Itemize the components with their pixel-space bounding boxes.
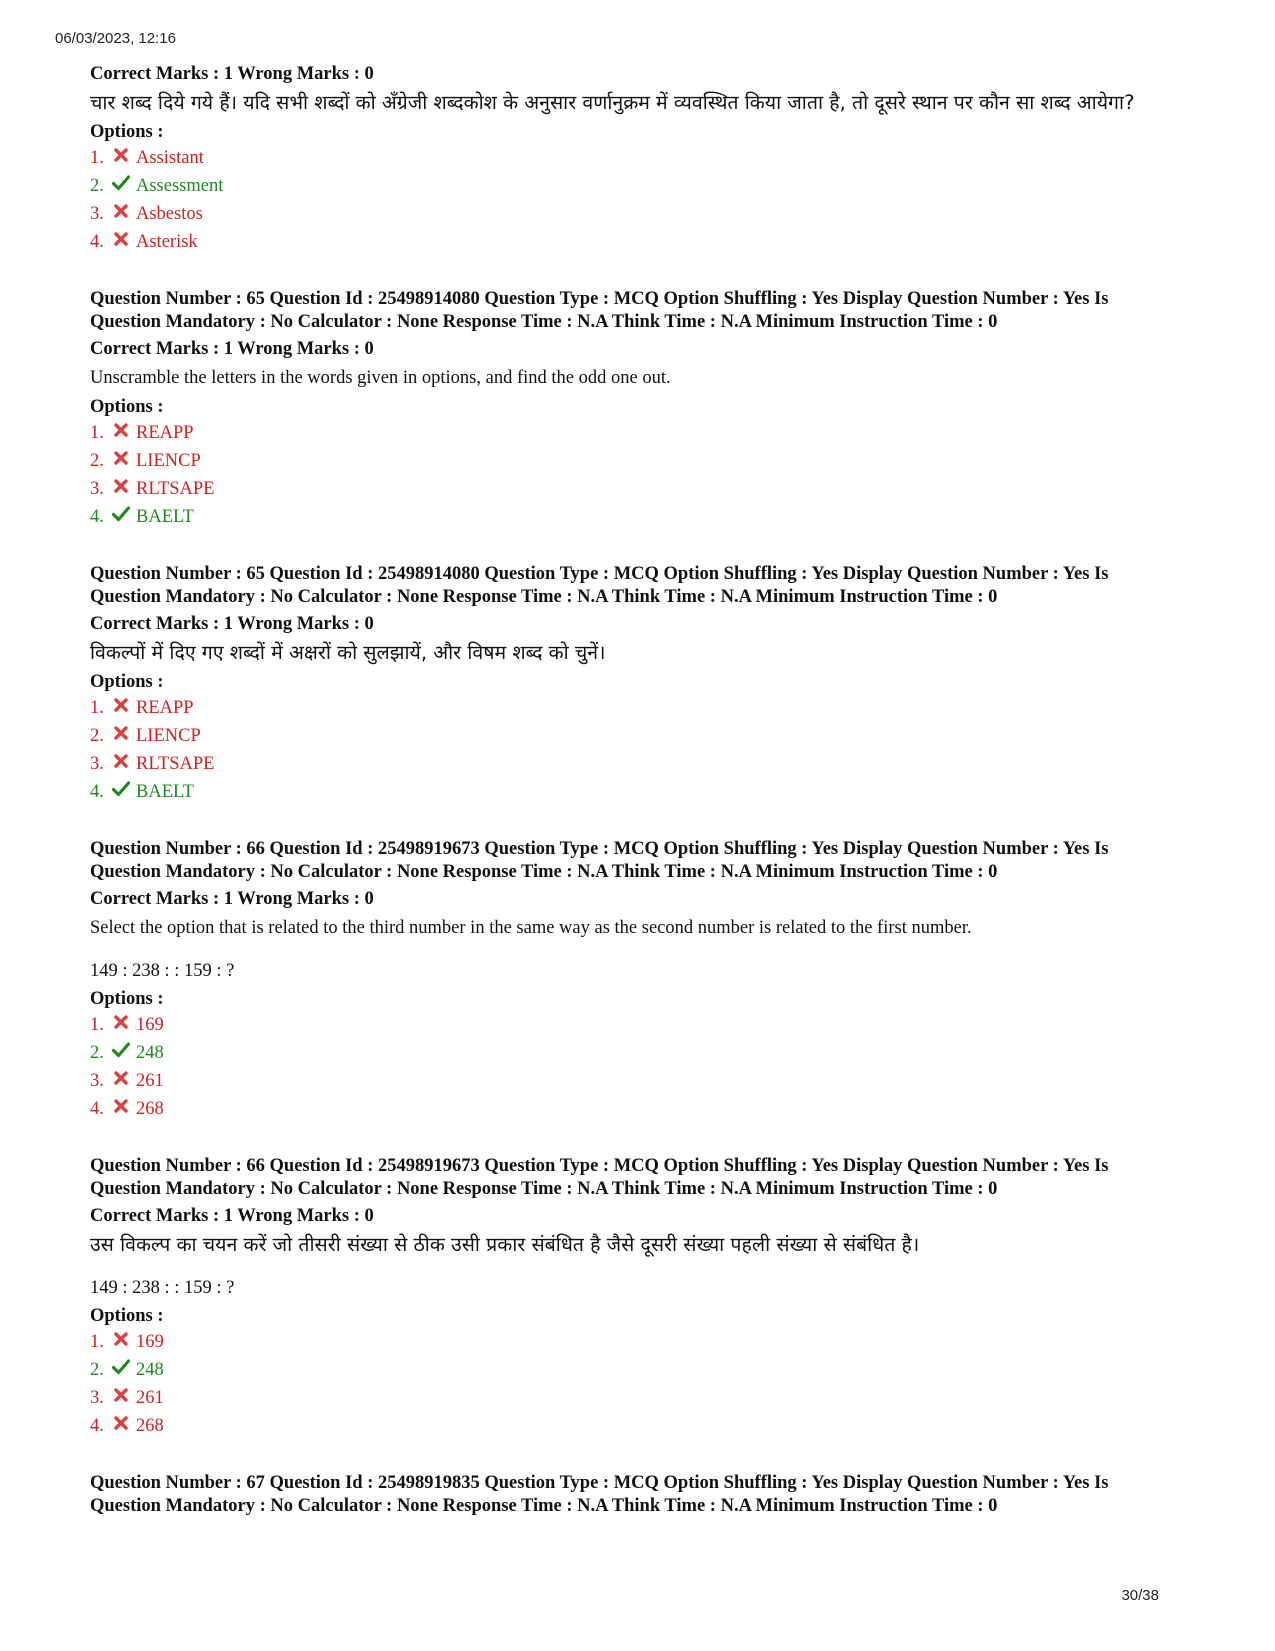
option-number: 2. xyxy=(90,176,104,196)
option-number: 1. xyxy=(90,698,104,718)
cross-icon xyxy=(112,1385,130,1403)
option-text: 169 xyxy=(136,1015,164,1035)
question-block xyxy=(90,838,1200,1123)
option-item xyxy=(90,172,1200,200)
option-text: 261 xyxy=(136,1071,164,1091)
option-item xyxy=(90,1095,1200,1123)
option-text: Asterisk xyxy=(136,232,198,252)
option-item xyxy=(90,1328,1200,1356)
question-meta-line: Question Number : 67 Question Id : 25498919835 Question Type : MCQ Option Shuffling : Yes Display Question Number : Yes Is xyxy=(90,1473,1109,1493)
option-text: REAPP xyxy=(136,698,194,718)
option-item xyxy=(90,722,1200,750)
marks-line: Correct Marks : 1 Wrong Marks : 0 xyxy=(90,64,374,84)
option-number: 3. xyxy=(90,479,104,499)
option-item xyxy=(90,778,1200,806)
question-meta-line: Question Number : 66 Question Id : 25498919673 Question Type : MCQ Option Shuffling : Yes Display Question Number : Yes Is xyxy=(90,1156,1109,1176)
option-text: 169 xyxy=(136,1332,164,1352)
option-text: 268 xyxy=(136,1099,164,1119)
option-item xyxy=(90,1384,1200,1412)
option-text: 261 xyxy=(136,1388,164,1408)
question-text: Unscramble the letters in the words given in options, and find the odd one out. xyxy=(90,368,671,388)
question-list xyxy=(90,63,1200,1550)
option-number: 4. xyxy=(90,507,104,527)
cross-icon xyxy=(112,229,130,247)
marks-line: Correct Marks : 1 Wrong Marks : 0 xyxy=(90,1206,374,1226)
option-text: REAPP xyxy=(136,423,194,443)
option-number: 2. xyxy=(90,1043,104,1063)
option-item xyxy=(90,1039,1200,1067)
check-icon xyxy=(112,1357,130,1375)
option-number: 2. xyxy=(90,451,104,471)
option-item xyxy=(90,1356,1200,1384)
option-number: 2. xyxy=(90,726,104,746)
options-heading: Options : xyxy=(90,1306,164,1326)
option-text: 268 xyxy=(136,1416,164,1436)
question-meta-line: Question Mandatory : No Calculator : None Response Time : N.A Think Time : N.A Minimum Instruction Time : 0 xyxy=(90,587,998,607)
option-text: LIENCP xyxy=(136,451,201,471)
question-block xyxy=(90,1155,1200,1440)
question-text: उस विकल्प का चयन करें जो तीसरी संख्या से ठीक उसी प्रकार संबंधित है जैसे दूसरी संख्या पहली संख्या से संबंधित है। xyxy=(90,1233,920,1256)
question-text: विकल्पों में दिए गए शब्दों में अक्षरों को सुलझायें, और विषम शब्द को चुनें। xyxy=(90,641,606,664)
cross-icon xyxy=(112,1329,130,1347)
question-extra: 149 : 238 : : 159 : ? xyxy=(90,1278,235,1298)
option-item xyxy=(90,1011,1200,1039)
option-text: Assistant xyxy=(136,148,204,168)
question-block xyxy=(90,563,1200,806)
question-meta-line: Question Number : 65 Question Id : 25498914080 Question Type : MCQ Option Shuffling : Yes Display Question Number : Yes Is xyxy=(90,564,1109,584)
cross-icon xyxy=(112,145,130,163)
option-item xyxy=(90,750,1200,778)
option-item xyxy=(90,419,1200,447)
page-timestamp: 06/03/2023, 12:16 xyxy=(55,30,176,47)
question-meta-line: Question Mandatory : No Calculator : None Response Time : N.A Think Time : N.A Minimum Instruction Time : 0 xyxy=(90,1496,998,1516)
check-icon xyxy=(112,1040,130,1058)
option-number: 1. xyxy=(90,1015,104,1035)
options-heading: Options : xyxy=(90,122,164,142)
option-number: 1. xyxy=(90,148,104,168)
option-text: LIENCP xyxy=(136,726,201,746)
cross-icon xyxy=(112,448,130,466)
question-text: Select the option that is related to the third number in the same way as the second number is related to the first number. xyxy=(90,918,972,938)
question-block xyxy=(90,63,1200,256)
check-icon xyxy=(112,173,130,191)
question-block xyxy=(90,288,1200,531)
option-number: 3. xyxy=(90,1388,104,1408)
option-number: 4. xyxy=(90,782,104,802)
options-heading: Options : xyxy=(90,397,164,417)
option-text: 248 xyxy=(136,1043,164,1063)
option-item xyxy=(90,694,1200,722)
option-number: 1. xyxy=(90,1332,104,1352)
question-meta-line: Question Mandatory : No Calculator : None Response Time : N.A Think Time : N.A Minimum Instruction Time : 0 xyxy=(90,1179,998,1199)
option-text: RLTSAPE xyxy=(136,754,215,774)
option-number: 3. xyxy=(90,204,104,224)
option-text: Assessment xyxy=(136,176,224,196)
check-icon xyxy=(112,504,130,522)
option-number: 1. xyxy=(90,423,104,443)
option-item xyxy=(90,200,1200,228)
option-number: 4. xyxy=(90,1416,104,1436)
cross-icon xyxy=(112,1068,130,1086)
cross-icon xyxy=(112,476,130,494)
marks-line: Correct Marks : 1 Wrong Marks : 0 xyxy=(90,339,374,359)
option-text: BAELT xyxy=(136,782,194,802)
option-text: RLTSAPE xyxy=(136,479,215,499)
option-number: 2. xyxy=(90,1360,104,1380)
marks-line: Correct Marks : 1 Wrong Marks : 0 xyxy=(90,889,374,909)
option-item xyxy=(90,144,1200,172)
question-block xyxy=(90,1472,1200,1518)
option-item xyxy=(90,1412,1200,1440)
options-heading: Options : xyxy=(90,672,164,692)
check-icon xyxy=(112,779,130,797)
cross-icon xyxy=(112,751,130,769)
cross-icon xyxy=(112,695,130,713)
question-meta-line: Question Number : 65 Question Id : 25498914080 Question Type : MCQ Option Shuffling : Yes Display Question Number : Yes Is xyxy=(90,289,1109,309)
cross-icon xyxy=(112,1096,130,1114)
cross-icon xyxy=(112,1413,130,1431)
option-number: 4. xyxy=(90,1099,104,1119)
option-number: 3. xyxy=(90,1071,104,1091)
option-item xyxy=(90,228,1200,256)
question-meta-line: Question Mandatory : No Calculator : None Response Time : N.A Think Time : N.A Minimum Instruction Time : 0 xyxy=(90,312,998,332)
question-meta-line: Question Mandatory : No Calculator : None Response Time : N.A Think Time : N.A Minimum Instruction Time : 0 xyxy=(90,862,998,882)
options-heading: Options : xyxy=(90,989,164,1009)
option-text: Asbestos xyxy=(136,204,203,224)
option-item xyxy=(90,475,1200,503)
option-number: 4. xyxy=(90,232,104,252)
option-text: 248 xyxy=(136,1360,164,1380)
question-extra: 149 : 238 : : 159 : ? xyxy=(90,961,235,981)
cross-icon xyxy=(112,201,130,219)
option-item xyxy=(90,447,1200,475)
option-item xyxy=(90,1067,1200,1095)
option-item xyxy=(90,503,1200,531)
question-meta-line: Question Number : 66 Question Id : 25498919673 Question Type : MCQ Option Shuffling : Yes Display Question Number : Yes Is xyxy=(90,839,1109,859)
cross-icon xyxy=(112,1012,130,1030)
page-number: 30/38 xyxy=(1121,1587,1159,1604)
cross-icon xyxy=(112,723,130,741)
option-number: 3. xyxy=(90,754,104,774)
option-text: BAELT xyxy=(136,507,194,527)
cross-icon xyxy=(112,420,130,438)
marks-line: Correct Marks : 1 Wrong Marks : 0 xyxy=(90,614,374,634)
question-text: चार शब्द दिये गये हैं। यदि सभी शब्दों को अँग्रेजी शब्दकोश के अनुसार वर्णानुक्रम में व्यवस्थित किया जाता है, तो दूसरे स्थान पर कौन सा शब्द आयेगा? xyxy=(90,91,1135,114)
